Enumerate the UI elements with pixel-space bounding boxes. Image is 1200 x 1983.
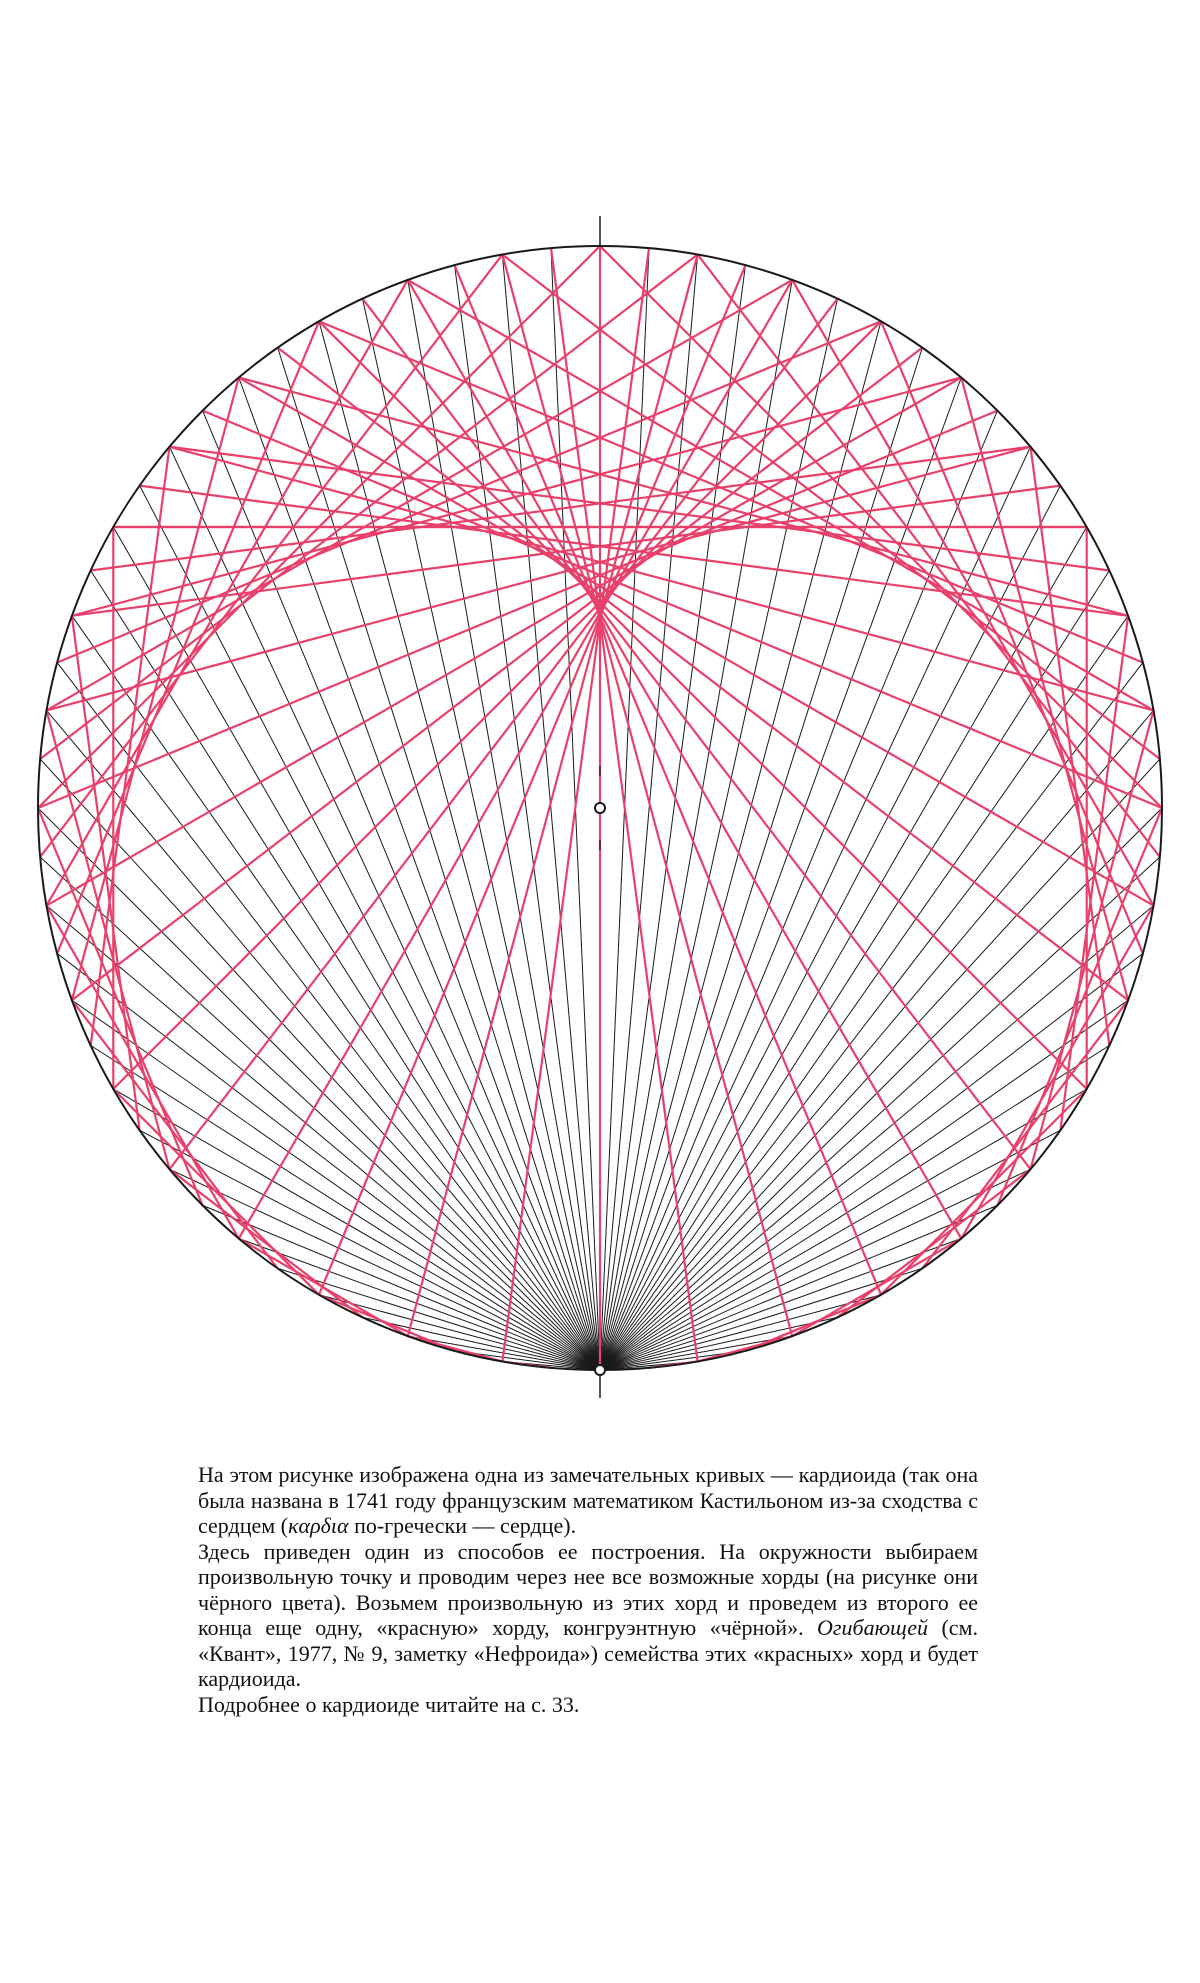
black-chord bbox=[278, 1268, 600, 1370]
caption-text-1b: по-гречески — сердце). bbox=[348, 1513, 577, 1538]
black-chord bbox=[600, 1169, 1031, 1370]
black-chord bbox=[600, 1268, 922, 1370]
black-chord bbox=[319, 1295, 600, 1370]
red-chord bbox=[408, 255, 698, 1337]
red-chord bbox=[408, 280, 961, 1239]
black-chord bbox=[600, 265, 745, 1370]
black-chord bbox=[362, 1317, 600, 1370]
greek-word: καρδια bbox=[288, 1513, 349, 1538]
caption-text-2a: Здесь приведен один из способов ее построения. На окружности выбираем произвольную точку и проводим через нее все возможные хорды (на рисунке они чёрного цвета). Возьмем произвольную из этих хорд и проведем из второго ее конца еще одну, «красную» хорду, конгруэнтную «чёрной». bbox=[198, 1538, 978, 1640]
black-chord bbox=[600, 759, 1160, 1370]
red-chord bbox=[881, 321, 1143, 953]
red-chord bbox=[922, 1000, 1128, 1268]
black-chord bbox=[169, 1169, 600, 1370]
red-chord bbox=[72, 616, 140, 1131]
red-chord bbox=[502, 248, 649, 1361]
black-chord bbox=[319, 321, 600, 1370]
base-point bbox=[595, 1365, 605, 1375]
red-chord bbox=[278, 348, 1128, 1001]
caption bbox=[198, 1462, 978, 1717]
red-chord bbox=[47, 906, 239, 1239]
caption-text-2b: (см. «Квант», 1977, № 9, заметку «Нефроида») семейства этих «красных» хорд и будет кардиоида. bbox=[198, 1615, 978, 1691]
black-chord bbox=[203, 1205, 600, 1370]
red-chord bbox=[239, 280, 792, 1239]
black-chord bbox=[600, 1295, 881, 1370]
red-chord bbox=[57, 321, 319, 953]
caption-emphasis: Огибающей bbox=[817, 1615, 929, 1640]
red-chord bbox=[551, 248, 698, 1361]
red-chord bbox=[72, 348, 922, 1001]
black-chord bbox=[600, 255, 698, 1370]
caption-paragraph-3: Подробнее о кардиоиде читайте на с. 33. bbox=[198, 1691, 580, 1717]
red-chord bbox=[40, 255, 502, 857]
black-chord bbox=[239, 1239, 600, 1370]
center-point bbox=[595, 803, 605, 813]
caption-paragraph-1 bbox=[198, 1462, 978, 1539]
red-chord bbox=[47, 280, 408, 906]
caption-paragraph-2 bbox=[198, 1539, 978, 1692]
red-chord bbox=[113, 1089, 319, 1295]
black-chord bbox=[40, 759, 600, 1370]
black-chord bbox=[600, 1317, 838, 1370]
black-chord bbox=[600, 321, 881, 1370]
red-chord bbox=[72, 377, 239, 1000]
black-chord bbox=[600, 1205, 997, 1370]
caption-text-1a: На этом рисунке изображена одна из замечательных кривых — кардиоида (так она была названа в 1741 году французским математиком Кастильоном из-за сходства с сердцем ( bbox=[198, 1462, 978, 1538]
black-chord bbox=[502, 255, 600, 1370]
red-chord bbox=[502, 255, 792, 1337]
red-chord bbox=[961, 377, 1128, 1000]
black-chord bbox=[600, 1239, 961, 1370]
red-chord bbox=[881, 1089, 1087, 1295]
red-chord bbox=[698, 255, 1160, 857]
black-chord bbox=[455, 265, 600, 1370]
